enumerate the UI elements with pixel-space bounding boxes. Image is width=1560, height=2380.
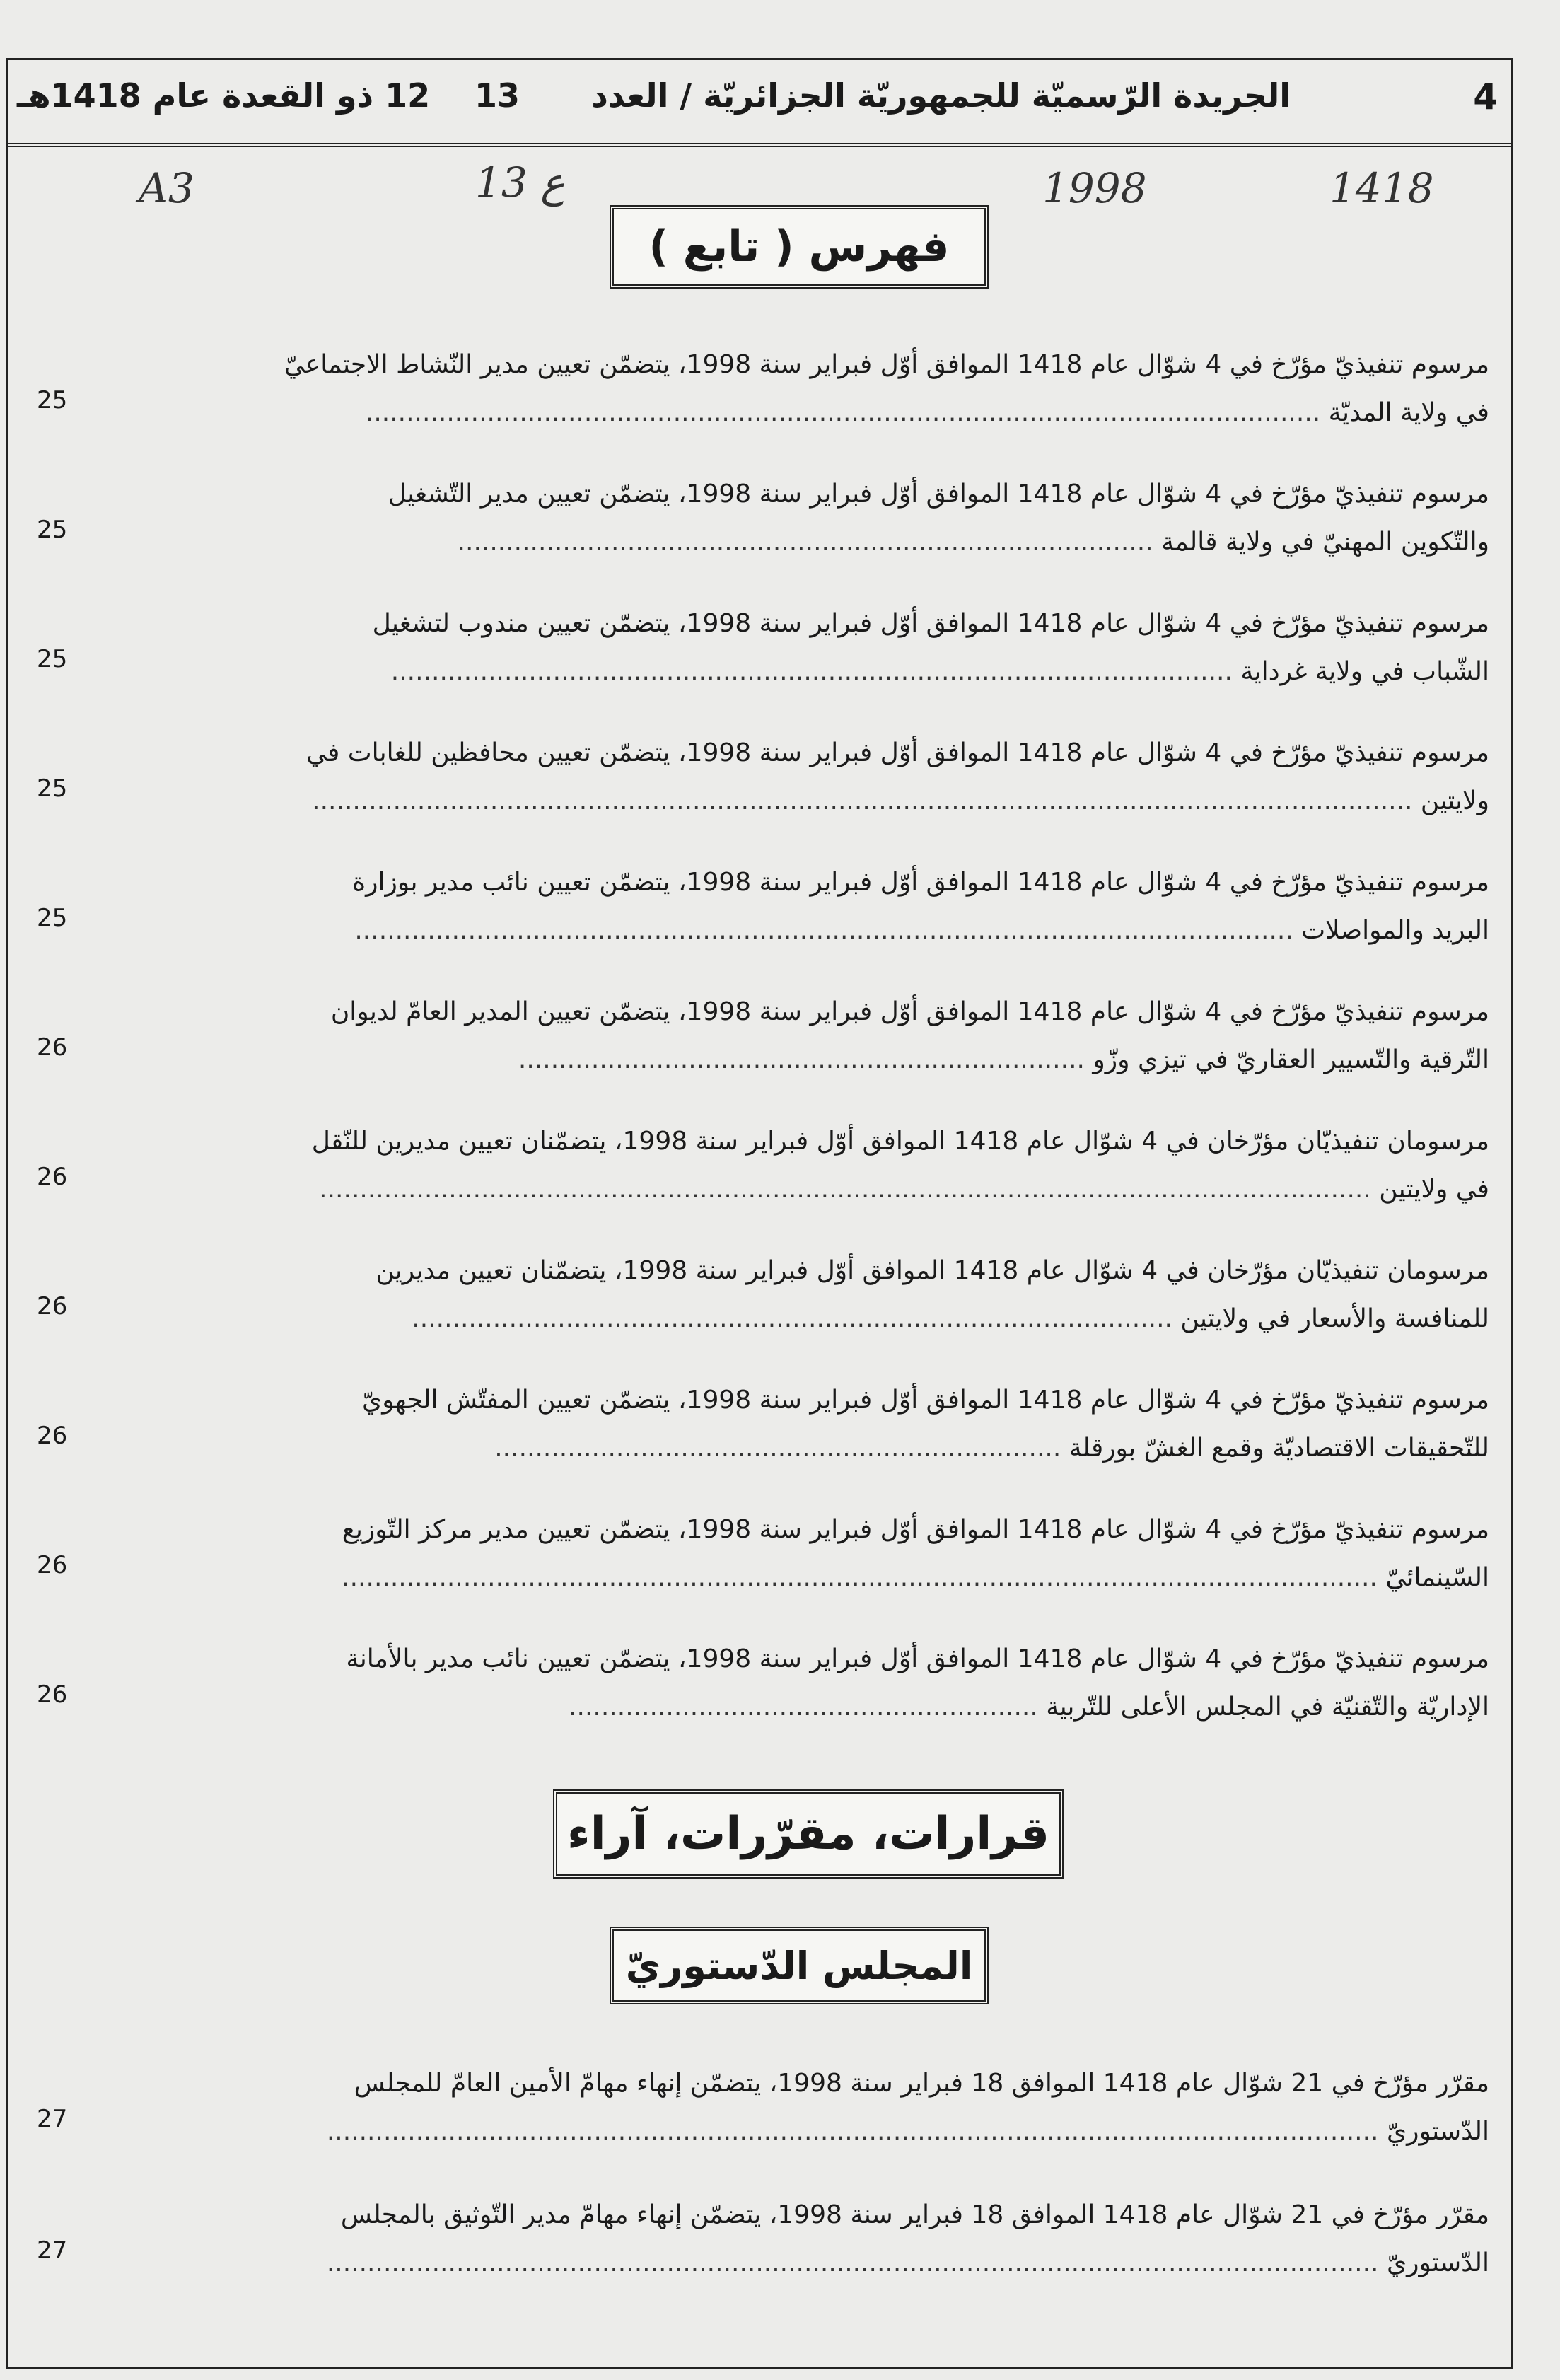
- leader-dots: ..................................................................................................................................: [319, 1175, 1380, 1204]
- page-header: [6, 58, 1513, 147]
- index-entry: [0, 1635, 1560, 1734]
- entry-title-continuation: للتّحقيقات الاقتصاديّة وقمع الغشّ بورقلة: [1069, 1434, 1489, 1463]
- entry-title-continuation: البريد والمواصلات: [1301, 916, 1489, 945]
- entry-title-continuation: للمنافسة والأسعار في ولايتين: [1180, 1304, 1489, 1333]
- leader-dots: ........................................................................................................: [390, 657, 1241, 686]
- leader-dots: ......................................................................: [518, 1045, 1093, 1074]
- entry-page-number: 25: [37, 516, 68, 544]
- index-entry-text: [110, 859, 1489, 955]
- index-entry-text: [110, 988, 1489, 1084]
- index-entry-text: [110, 341, 1489, 437]
- entry-title-line: مرسوم تنفيذيّ مؤرّخ في 4 شوّال عام 1418 الموافق أوّل فبراير سنة 1998، يتضمّن تعيين المفتّش الجهويّ: [362, 1386, 1489, 1415]
- entry-title-line: مرسوم تنفيذيّ مؤرّخ في 4 شوّال عام 1418 الموافق أوّل فبراير سنة 1998، يتضمّن تعيين محافظين للغابات في: [306, 738, 1489, 767]
- entry-title-continuation: في ولاية المديّة: [1328, 398, 1489, 427]
- entry-title-line: مرسوم تنفيذيّ مؤرّخ في 4 شوّال عام 1418 الموافق أوّل فبراير سنة 1998، يتضمّن تعيين نائب مدير بوزارة: [352, 868, 1489, 897]
- index-entry: [0, 341, 1560, 440]
- entry-page-number: 25: [37, 645, 68, 673]
- entry-title-continuation: التّرقية والتّسيير العقاريّ في تيزي وزّو: [1093, 1045, 1489, 1074]
- index-entry-text: [110, 1247, 1489, 1343]
- index-entry-text: [110, 2191, 1489, 2287]
- entry-page-number: 26: [37, 1033, 68, 1062]
- entry-title-line: مقرّر مؤرّخ في 21 شوّال عام 1418 الموافق 18 فبراير سنة 1998، يتضمّن إنهاء مهامّ مدير التّوثيق بالمجلس: [340, 2200, 1489, 2229]
- index-entry-text: [110, 729, 1489, 825]
- index-entry: [0, 600, 1560, 699]
- entry-page-number: 27: [37, 2105, 68, 2133]
- entry-title-line: مرسومان تنفيذيّان مؤرّخان في 4 شوّال عام 1418 الموافق أوّل فبراير سنة 1998، يتضمّنان تعيين مديرين للنّقل: [311, 1127, 1489, 1156]
- index-entry: [0, 1506, 1560, 1605]
- leader-dots: ......................................................................................................................: [365, 398, 1329, 427]
- entry-page-number: 26: [37, 1551, 68, 1579]
- leader-dots: ..................................................................................................................................: [326, 2248, 1387, 2277]
- entry-title-continuation: الدّستوريّ: [1386, 2117, 1489, 2146]
- entry-page-number: 27: [37, 2236, 68, 2265]
- entry-page-number: 26: [37, 1422, 68, 1450]
- entry-page-number: 26: [37, 1292, 68, 1320]
- entry-page-number: 25: [37, 774, 68, 803]
- entry-title-line: مرسوم تنفيذيّ مؤرّخ في 4 شوّال عام 1418 الموافق أوّل فبراير سنة 1998، يتضمّن تعيين مندوب لتشغيل: [372, 609, 1489, 638]
- entry-page-number: 25: [37, 904, 68, 932]
- entry-title-continuation: الإداريّة والتّقنيّة في المجلس الأعلى للتّربية: [1046, 1693, 1489, 1722]
- index-entry: [0, 1247, 1560, 1346]
- index-entry-text: [110, 2060, 1489, 2156]
- leader-dots: ......................................................................: [494, 1434, 1069, 1463]
- handwritten-note: 13 ع: [475, 158, 565, 207]
- leader-dots: ..................................................................................................................................: [326, 2117, 1387, 2146]
- entry-title-line: مرسوم تنفيذيّ مؤرّخ في 4 شوّال عام 1418 الموافق أوّل فبراير سنة 1998، يتضمّن تعيين نائب مدير بالأمانة: [346, 1644, 1489, 1673]
- leader-dots: ........................................................................................................................................: [312, 786, 1421, 815]
- entry-title-line: مرسومان تنفيذيّان مؤرّخان في 4 شوّال عام 1418 الموافق أوّل فبراير سنة 1998، يتضمّنان تعيين مديرين: [376, 1256, 1489, 1285]
- leader-dots: ................................................................................................................................: [342, 1563, 1386, 1592]
- entry-title-line: مقرّر مؤرّخ في 21 شوّال عام 1418 الموافق 18 فبراير سنة 1998، يتضمّن إنهاء مهامّ الأمين العامّ للمجلس: [354, 2069, 1489, 2098]
- index-entry: [0, 988, 1560, 1087]
- index-entry: [0, 729, 1560, 828]
- entry-title-line: مرسوم تنفيذيّ مؤرّخ في 4 شوّال عام 1418 الموافق أوّل فبراير سنة 1998، يتضمّن تعيين المدير العامّ لديوان: [330, 997, 1489, 1026]
- entry-page-number: 25: [37, 386, 68, 414]
- index-entry: [0, 2060, 1560, 2159]
- entry-title-continuation: السّينمائيّ: [1385, 1563, 1489, 1592]
- header-issue-number: 13: [474, 76, 520, 115]
- leader-dots: ......................................................................................: [457, 528, 1162, 557]
- entry-page-number: 26: [37, 1163, 68, 1191]
- index-entry-text: [110, 1506, 1489, 1602]
- index-entry: [0, 1376, 1560, 1475]
- header-date: 12 ذو القعدة عام 1418هـ: [17, 76, 431, 115]
- entry-title-continuation: الشّباب في ولاية غرداية: [1240, 657, 1489, 686]
- leader-dots: ....................................................................................................................: [354, 916, 1302, 945]
- handwritten-note: A3: [139, 164, 194, 212]
- leader-dots: ..............................................................................................: [412, 1304, 1181, 1333]
- handwritten-note: 1998: [1042, 164, 1147, 212]
- leader-dots: ..........................................................: [569, 1693, 1047, 1722]
- index-entry: [0, 470, 1560, 569]
- header-title: الجريدة الرّسميّة للجمهوريّة الجزائريّة / العدد: [591, 76, 1291, 115]
- index-heading: فهرس ( تابع ): [610, 205, 989, 289]
- index-entry: [0, 2191, 1560, 2290]
- entry-page-number: 26: [37, 1680, 68, 1709]
- entry-title-continuation: في ولايتين: [1379, 1175, 1489, 1204]
- handwritten-note: 1418: [1329, 164, 1434, 212]
- entry-title-continuation: الدّستوريّ: [1386, 2248, 1489, 2277]
- index-entry: [0, 1118, 1560, 1217]
- entry-title-continuation: والتّكوين المهنيّ في ولاية قالمة: [1161, 528, 1489, 557]
- index-entry-text: [110, 470, 1489, 567]
- index-entry-text: [110, 600, 1489, 696]
- header-page-number: 4: [1473, 76, 1498, 117]
- entry-title-line: مرسوم تنفيذيّ مؤرّخ في 4 شوّال عام 1418 الموافق أوّل فبراير سنة 1998، يتضمّن تعيين مدير النّشاط الاجتماعيّ: [284, 350, 1489, 379]
- index-entry-text: [110, 1376, 1489, 1473]
- entry-title-continuation: ولايتين: [1420, 786, 1489, 815]
- entry-title-line: مرسوم تنفيذيّ مؤرّخ في 4 شوّال عام 1418 الموافق أوّل فبراير سنة 1998، يتضمّن تعيين مدير مركز التّوزيع: [342, 1515, 1489, 1544]
- subsection-heading: المجلس الدّستوريّ: [610, 1927, 989, 2004]
- entry-title-line: مرسوم تنفيذيّ مؤرّخ في 4 شوّال عام 1418 الموافق أوّل فبراير سنة 1998، يتضمّن تعيين مدير التّشغيل: [388, 480, 1489, 509]
- index-entry-text: [110, 1635, 1489, 1731]
- index-entry: [0, 859, 1560, 958]
- index-entry-text: [110, 1118, 1489, 1214]
- section-heading: قرارات، مقرّرات، آراء: [553, 1789, 1064, 1879]
